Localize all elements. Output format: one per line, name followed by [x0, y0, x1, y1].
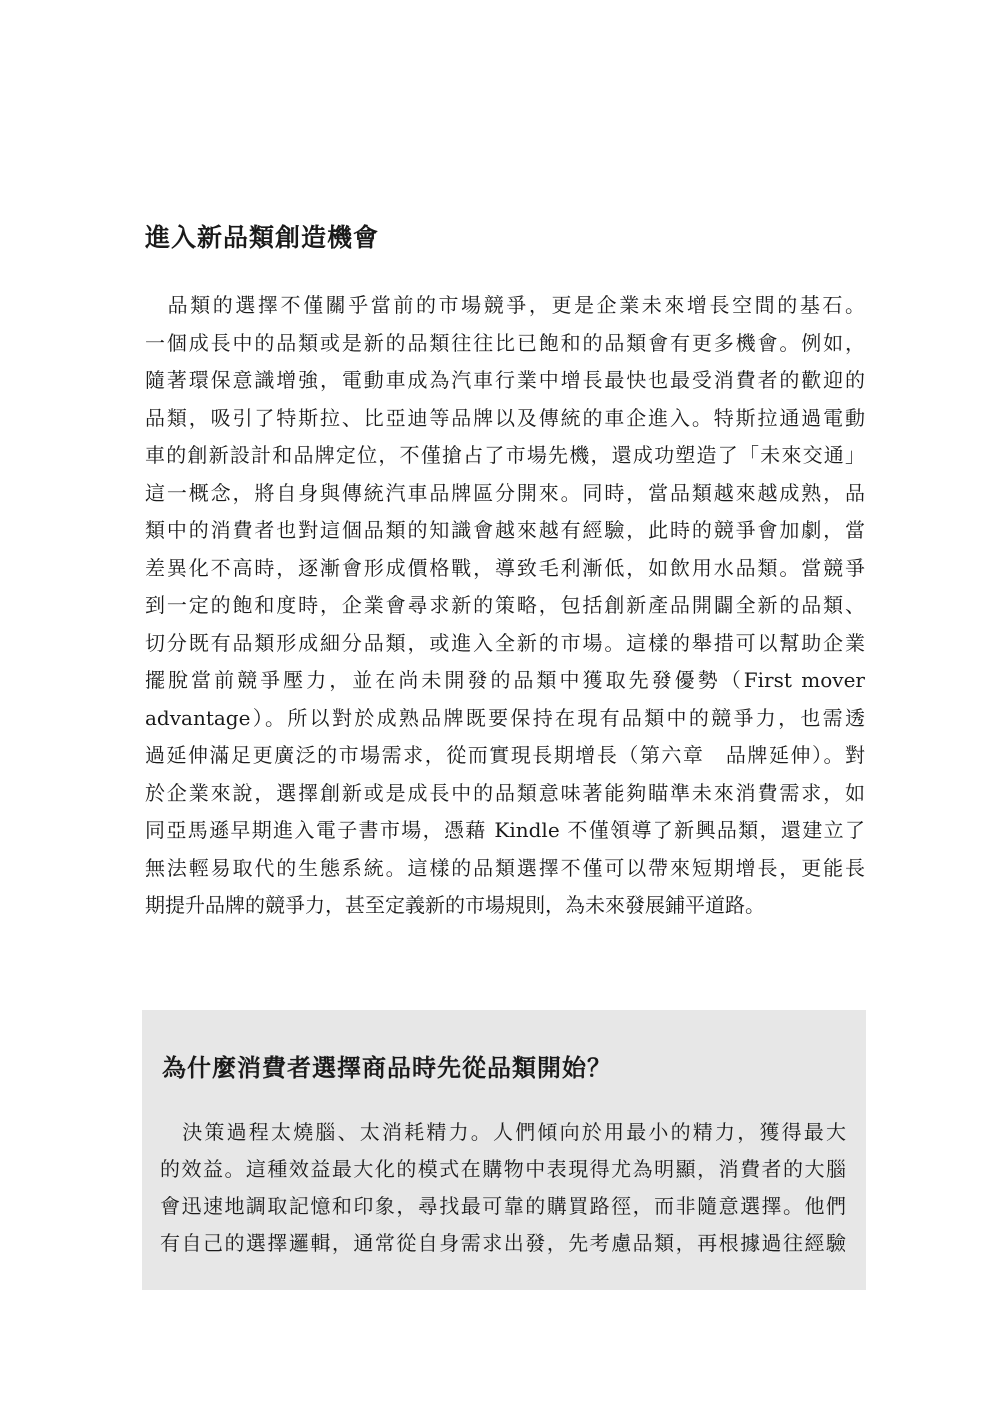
callout-line: 有自己的選擇邏輯，通常從自身需求出發，先考慮品類，再根據過往經驗 — [160, 1231, 846, 1255]
body-line: 於企業來說，選擇創新或是成長中的品類意味著能夠瞄準未來消費需求，如 — [145, 780, 865, 805]
body-line: 車的創新設計和品牌定位，不僅搶占了市場先機，還成功塑造了「未來交通」 — [145, 443, 865, 467]
body-line: 擺脫當前競爭壓力，並在尚未開發的品類中獲取先發優勢（First mover — [145, 668, 865, 692]
body-line: 切分既有品類形成細分品類，或進入全新的市場。這樣的舉措可以幫助企業 — [145, 630, 865, 655]
body-line: 隨著環保意識增強，電動車成為汽車行業中增長最快也最受消費者的歡迎的 — [145, 368, 865, 392]
body-line: 這一概念，將自身與傳統汽車品牌區分開來。同時，當品類越來越成熟，品 — [145, 480, 865, 505]
body-line: 類中的消費者也對這個品類的知識會越來越有經驗，此時的競爭會加劇，當 — [145, 518, 865, 542]
body-line: 無法輕易取代的生態系統。這樣的品類選擇不僅可以帶來短期增長，更能長 — [145, 855, 865, 880]
callout-box — [142, 1010, 866, 1290]
body-line: advantage）。所以對於成熟品牌既要保持在現有品類中的競爭力，也需透 — [145, 705, 865, 730]
body-line: 品類，吸引了特斯拉、比亞迪等品牌以及傳統的車企進入。特斯拉通過電動 — [145, 405, 865, 430]
body-line: 一個成長中的品類或是新的品類往往比已飽和的品類會有更多機會。例如， — [145, 330, 865, 355]
section-body — [145, 287, 865, 925]
callout-line: 的效益。這種效益最大化的模式在購物中表現得尤為明顯，消費者的大腦 — [160, 1157, 846, 1181]
callout-line: 決策過程太燒腦、太消耗精力。人們傾向於用最小的精力，獲得最大 — [160, 1120, 846, 1144]
body-line: 到一定的飽和度時，企業會尋求新的策略，包括創新產品開闢全新的品類、 — [145, 593, 865, 617]
body-line: 差異化不高時，逐漸會形成價格戰，導致毛利漸低，如飲用水品類。當競爭 — [145, 555, 865, 580]
callout-title: 為什麼消費者選擇商品時先從品類開始？ — [162, 1053, 612, 1082]
callout-body — [160, 1114, 846, 1262]
body-line: 期提升品牌的競爭力，甚至定義新的市場規則，為未來發展鋪平道路。 — [145, 893, 765, 917]
body-line: 品類的選擇不僅關乎當前的市場競爭，更是企業未來增長空間的基石。 — [145, 293, 865, 317]
body-line: 過延伸滿足更廣泛的市場需求，從而實現長期增長（第六章 品牌延伸）。對 — [145, 743, 865, 767]
body-line: 同亞馬遜早期進入電子書市場，憑藉 Kindle 不僅領導了新興品類，還建立了 — [145, 818, 865, 842]
callout-line: 會迅速地調取記憶和印象，尋找最可靠的購買路徑，而非隨意選擇。他們 — [160, 1194, 846, 1218]
section-heading: 進入新品類創造機會 — [145, 223, 380, 252]
